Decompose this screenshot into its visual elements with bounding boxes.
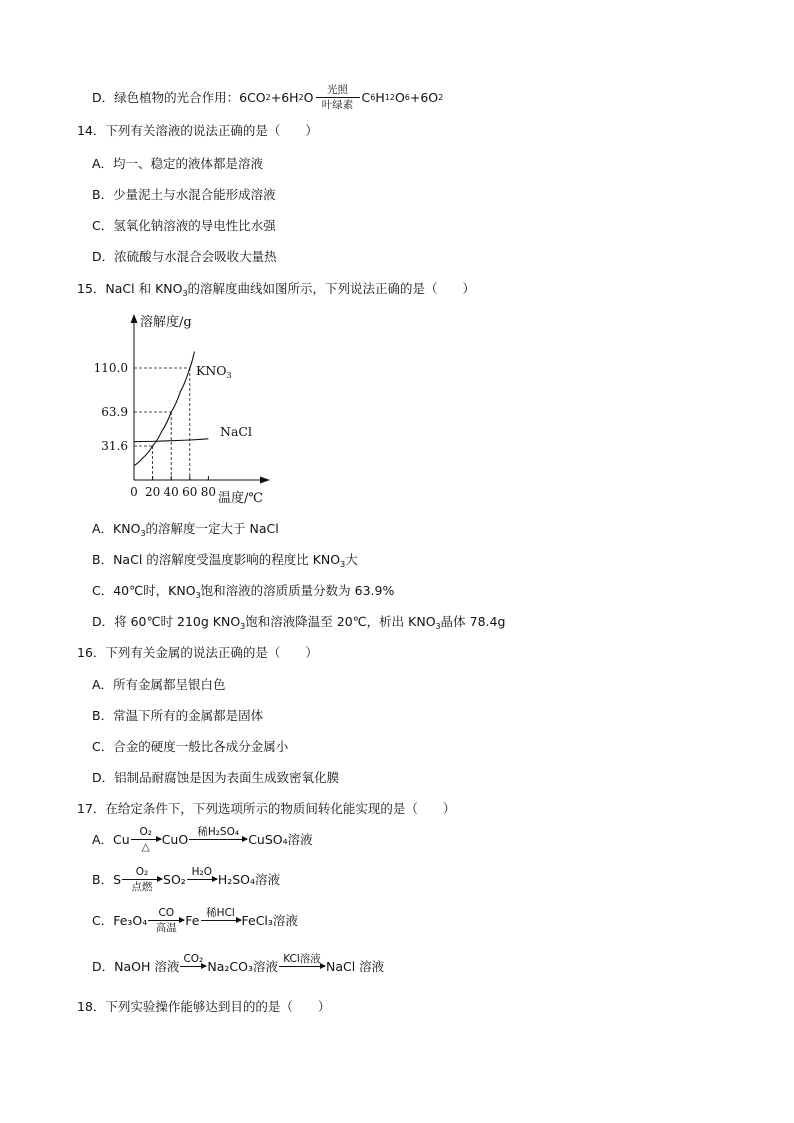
q15-a-text: A．KNO [92,521,141,536]
reaction-arrow [201,907,241,934]
y-tick-label: 63.9 [101,405,128,419]
q15-d-text: 晶体 78.4g [440,614,506,629]
q16-option-d[interactable]: D．铝制品耐腐蚀是因为表面生成致密氧化膜 [92,770,340,785]
x-tick-label: 0 [130,485,138,499]
sub: 3 [435,622,441,631]
q17-c-end: FeCl₃溶液 [241,912,298,928]
reaction-arrow [122,866,162,893]
q14-option-a[interactable]: A．均一、稳定的液体都是溶液 [92,156,264,171]
sub: 3 [195,591,201,600]
q16-option-c[interactable]: C．合金的硬度一般比各成分金属小 [92,739,289,754]
condition-bottom [279,968,325,980]
reaction-arrow [180,953,206,980]
arrow-bar [279,966,325,967]
y-tick-label: 110.0 [93,361,128,375]
q17-option-b[interactable] [92,866,280,893]
sub: 3 [140,529,146,538]
x-tick-label: 60 [182,485,198,499]
q17-option-d[interactable] [92,953,384,980]
x-tick-label: 80 [200,485,217,499]
condition-top: CO [158,907,175,919]
q17-c-start: C．Fe₃O₄ [92,912,148,928]
q15-option-b[interactable] [92,551,358,569]
q17-b-mid: SO₂ [163,871,186,887]
q15-option-a[interactable] [92,520,279,538]
q17-a-mid: CuO [161,831,189,847]
series-label-nacl: NaCl [220,424,252,439]
condition-top: H₂O [191,866,212,878]
y-axis-label: 溶解度/g [140,315,192,330]
q13-d-text: +6O [409,89,439,105]
q15-stem-text: 的溶解度曲线如图所示，下列说法正确的是（ ） [187,281,476,296]
reaction-arrow [131,826,161,853]
y-axis-arrow [131,314,138,323]
q17-option-a[interactable] [92,826,313,853]
condition-top: 光照 [327,84,349,96]
q17-c-mid: Fe [185,912,200,928]
q17-b-end: H₂SO₄溶液 [217,871,281,887]
q17-b-start: B．S [92,871,122,887]
series-label-kno3 [196,363,232,380]
reaction-arrow [279,953,325,980]
condition-bottom [189,841,247,853]
q13-d-text: D．绿色植物的光合作用：6CO [92,89,266,105]
q15-stem-text: 15．NaCl 和 KNO [77,281,183,296]
q13-d-text: H [375,89,385,105]
q16-stem: 16．下列有关金属的说法正确的是（ ） [77,645,318,660]
q15-d-text: 饱和溶液降温至 20℃，析出 KNO [245,614,436,629]
condition-top: 稀HCl [206,907,235,919]
arrow-bar [201,920,241,921]
reaction-arrow [187,866,217,893]
condition-top: CO₂ [183,953,204,965]
condition-top: O₂ [139,826,152,838]
reaction-arrow [148,907,184,934]
q15-c-text: C．40℃时，KNO [92,583,196,598]
q13-d-text: O [394,89,405,105]
q15-option-c[interactable] [92,582,394,600]
q17-a-start: A．Cu [92,831,130,847]
q17-a-end: CuSO₄溶液 [248,831,313,847]
sub: 3 [240,622,246,631]
arrow-bar [180,966,206,967]
condition-bottom: 点燃 [131,881,153,893]
q16-option-a[interactable]: A．所有金属都呈银白色 [92,677,226,692]
arrow-bar [122,879,162,880]
q15-option-d[interactable] [92,613,505,631]
q15-c-text: 饱和溶液的溶质质量分数为 63.9% [200,583,395,598]
x-tick-label: 20 [144,485,161,499]
series-label-sub: 3 [226,371,232,380]
condition-bottom [201,922,241,934]
q15-stem [77,280,475,298]
q17-d-mid: Na₂CO₃溶液 [207,958,278,974]
q15-a-text: 的溶解度一定大于 NaCl [145,521,279,536]
q17-d-start: D．NaOH 溶液 [92,958,180,974]
q15-b-text: B．NaCl 的溶解度受温度影响的程度比 KNO [92,552,341,567]
arrow-bar [187,879,217,880]
sub: 3 [182,289,188,298]
q13-d-text: +6H [270,89,299,105]
q17-stem: 17．在给定条件下，下列选项所示的物质间转化能实现的是（ ） [77,801,456,816]
q17-option-c[interactable] [92,907,298,934]
condition-top: 稀H₂SO₄ [197,826,240,838]
condition-top: O₂ [135,866,149,878]
q15-b-text: 大 [345,552,358,567]
q13-d-text: O [303,89,314,105]
reaction-arrow [316,84,360,111]
arrow-bar [131,839,161,840]
q16-option-b[interactable]: B．常温下所有的金属都是固体 [92,708,264,723]
solubility-chart [93,308,278,508]
reaction-arrow [189,826,247,853]
q13-option-d: D．绿色植物的光合作用：6CO 2 +6H 2 O 光照 叶绿素 C 6 H 12 O 6 +6O 2 [92,84,444,111]
q15-d-text: D．将 60℃时 210g KNO [92,614,241,629]
q14-option-b[interactable]: B．少量泥土与水混合能形成溶液 [92,187,276,202]
q18-stem: 18．下列实验操作能够达到目的的是（ ） [77,999,331,1014]
y-tick-label: 31.6 [101,439,128,453]
condition-bottom [180,968,206,980]
q14-option-d[interactable]: D．浓硫酸与水混合会吸收大量热 [92,249,277,264]
q13-d-text: C [361,89,371,105]
arrow-bar [148,920,184,921]
series-label-text: KNO [196,363,227,378]
x-tick-label: 40 [163,485,179,499]
series-line-kno3 [134,352,194,466]
q14-stem: 14．下列有关溶液的说法正确的是（ ） [77,123,318,138]
arrow-bar [189,839,247,840]
arrow-bar [316,97,360,98]
x-axis-label: 温度/℃ [218,491,263,506]
condition-top: KCl溶液 [283,953,321,965]
condition-bottom: △ [141,841,150,853]
q17-d-end: NaCl 溶液 [325,958,385,974]
x-axis-arrow [260,477,270,484]
q14-option-c[interactable]: C．氢氧化钠溶液的导电性比水强 [92,218,276,233]
sub: 3 [340,560,346,569]
condition-bottom [187,881,217,893]
condition-bottom: 叶绿素 [321,99,354,111]
condition-bottom: 高温 [155,922,177,934]
